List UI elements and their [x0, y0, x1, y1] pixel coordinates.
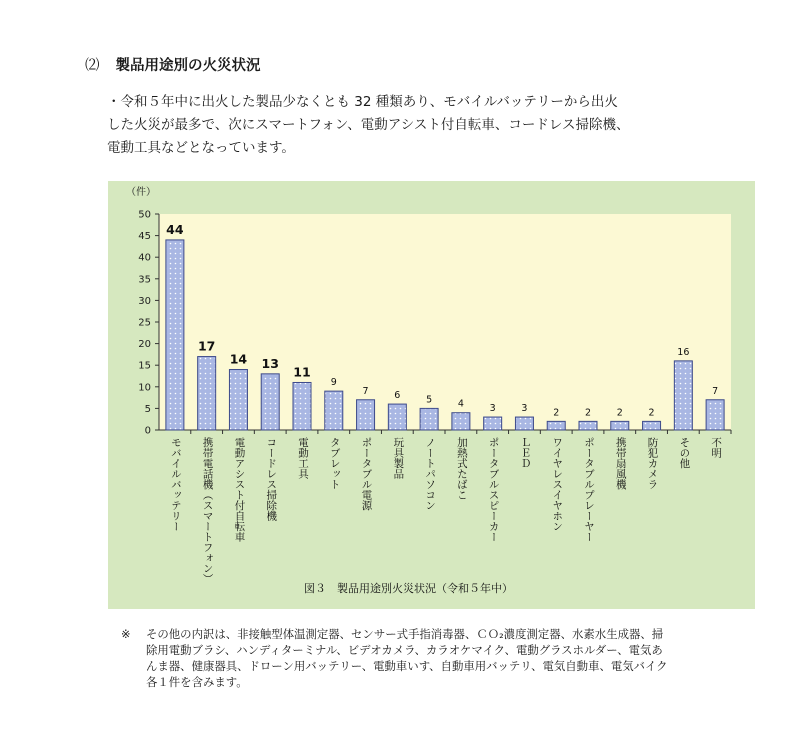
bar	[643, 421, 661, 430]
data-label: 3	[521, 403, 528, 415]
bar	[261, 374, 279, 430]
y-tick-label: 30	[138, 295, 151, 307]
y-axis-unit-label: （件）	[126, 187, 156, 198]
data-label: 16	[677, 346, 690, 358]
summary-paragraph	[107, 91, 717, 160]
data-label: 14	[229, 351, 248, 367]
bar	[420, 408, 438, 430]
data-label: 6	[394, 390, 401, 402]
section-heading	[85, 54, 261, 75]
y-tick-label: 15	[138, 360, 151, 372]
y-tick-label: 40	[138, 252, 151, 264]
data-label: 11	[293, 364, 311, 380]
bar	[484, 417, 502, 430]
data-label: 17	[197, 338, 216, 354]
category-label: ポータブルプレーヤー	[583, 437, 595, 542]
data-label: 2	[584, 407, 592, 419]
category-label: ポータブルスピーカー	[487, 437, 500, 542]
category-label: その他	[678, 437, 691, 469]
category-label: ＬＥＤ	[519, 437, 532, 469]
bar	[357, 400, 375, 430]
bar	[611, 421, 629, 430]
footnote	[121, 626, 746, 690]
category-label: モバイルバッテリー	[169, 437, 182, 532]
bar	[388, 404, 406, 430]
bar	[579, 421, 597, 430]
paragraph-line: ・令和５年中に出火した製品少なくとも 32 種類あり、モバイルバッテリーから出火	[107, 94, 618, 110]
bar	[198, 357, 216, 430]
category-label: 防犯カメラ	[646, 437, 659, 490]
section-title: 製品用途別の火災状況	[115, 58, 261, 74]
bar	[452, 413, 470, 430]
data-label: 2	[648, 407, 655, 419]
y-tick-label: 5	[144, 403, 151, 415]
bar	[547, 421, 565, 430]
category-label: ポータブル電源	[360, 437, 373, 511]
y-tick-label: 20	[138, 339, 151, 351]
paragraph-line: した火災が最多で、次にスマートフォン、電動アシスト付自転車、コードレス掃除機、	[107, 117, 630, 133]
bar	[515, 417, 533, 430]
y-tick-label: 25	[138, 317, 151, 329]
category-label: 加熱式たばこ	[455, 437, 468, 500]
data-label: 44	[166, 221, 184, 237]
category-label: ノートパソコン	[424, 437, 437, 511]
chart-panel	[108, 181, 755, 609]
category-label: 不明	[710, 437, 723, 458]
data-label: 2	[553, 407, 560, 419]
footnote-line: 除用電動ブラシ、ハンディターミナル、ビデオカメラ、カラオケマイク、電動グラスホルダー、電気あ	[146, 643, 663, 657]
category-label: 電動アシスト付自転車	[233, 437, 246, 542]
category-label: 携帯電話機（スマートフォン）	[201, 437, 214, 584]
data-label: 2	[616, 407, 623, 419]
footnote-line: その他の内訳は、非接触型体温測定器、センサー式手指消毒器、ＣＯ₂濃度測定器、水素水生成器、掃	[146, 627, 664, 641]
paragraph-line: 電動工具などとなっています。	[107, 140, 295, 156]
footnote-body	[146, 626, 746, 690]
data-label: 9	[330, 377, 337, 389]
data-label: 5	[426, 394, 433, 406]
y-tick-label: 45	[138, 231, 151, 243]
category-label: 携帯扇風機	[614, 437, 627, 490]
data-label: 4	[457, 398, 464, 410]
data-label: 13	[261, 355, 279, 371]
category-label: 玩具製品	[392, 437, 405, 479]
bar	[166, 240, 184, 430]
footnote-mark: ※	[121, 627, 131, 641]
data-label: 3	[489, 403, 496, 415]
section-number: ⑵	[85, 58, 100, 74]
bar	[293, 382, 311, 430]
category-label: コードレス掃除機	[265, 437, 278, 521]
footnote-line: 各１件を含みます。	[146, 675, 248, 689]
footnote-line: んま器、健康器具、ドローン用バッテリー、電動車いす、自動車用バッテリ、電気自動車、電気バイク	[146, 659, 668, 673]
category-label: ワイヤレスイヤホン	[551, 437, 564, 532]
bar	[706, 400, 724, 430]
bar	[325, 391, 343, 430]
bar	[674, 361, 692, 430]
y-tick-label: 0	[144, 425, 151, 437]
bar	[229, 370, 247, 430]
y-tick-label: 50	[138, 209, 151, 221]
bar-chart	[108, 181, 755, 609]
chart-caption: 図３ 製品用途別火災状況（令和５年中）	[304, 582, 513, 595]
data-label: 7	[362, 385, 369, 397]
category-label: タブレット	[328, 437, 341, 490]
category-label: 電動工具	[297, 437, 309, 479]
data-label: 7	[712, 385, 719, 397]
y-tick-label: 10	[138, 382, 151, 394]
y-tick-label: 35	[138, 274, 151, 286]
